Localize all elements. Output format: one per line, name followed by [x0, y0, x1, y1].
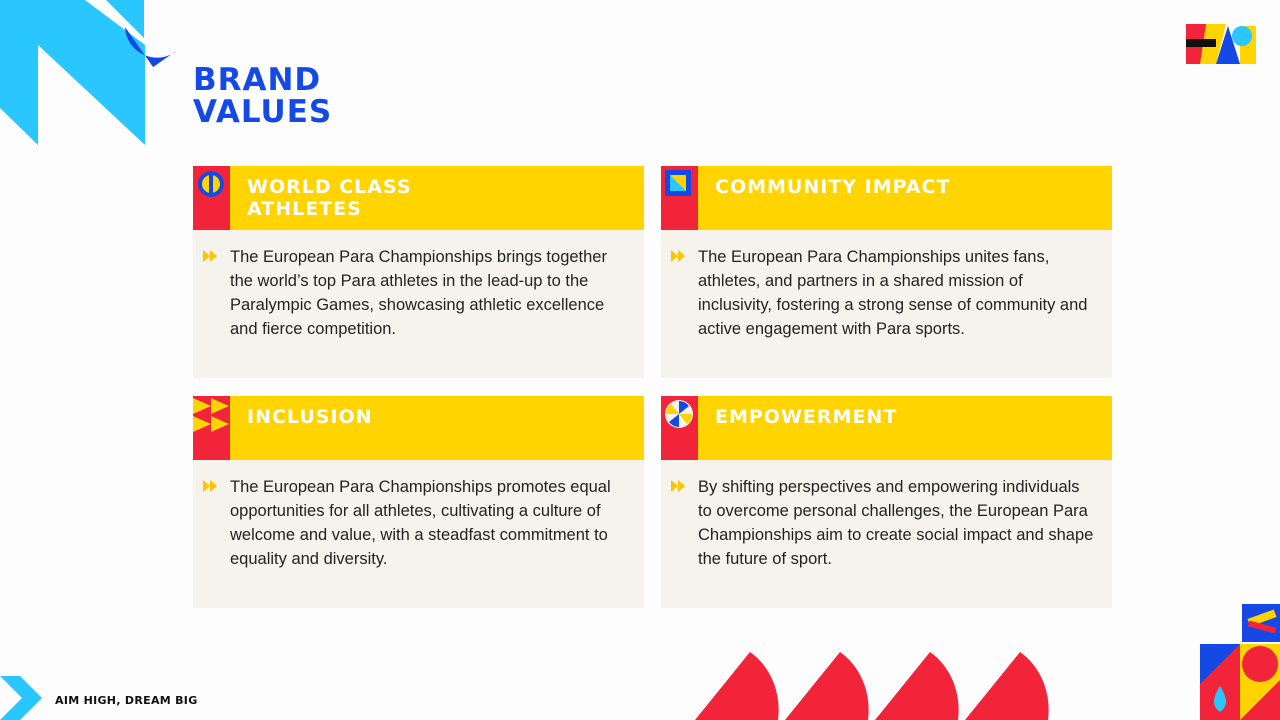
- card-title-line-2: ATHLETES: [247, 198, 362, 220]
- card-title-line-1: EMPOWERMENT: [715, 406, 898, 428]
- footer-tagline: AIM HIGH, DREAM BIG: [55, 694, 198, 707]
- card-description: The European Para Championships promotes equal opportunities for all athletes, cultivating a culture of welcome and value, with a steadfast commitment to equality and diversity.: [230, 478, 611, 568]
- geometric-square-icon: [661, 166, 698, 230]
- page-title: [193, 64, 332, 128]
- card-description: By shifting perspectives and empowering individuals to overcome personal challenges, the European Para Championships aim to create social impact and shape the future of sport.: [698, 478, 1094, 568]
- card-body: [203, 245, 628, 341]
- double-chevron-bullet-icon: [203, 480, 219, 492]
- value-card-inclusion: [193, 396, 644, 608]
- card-title: [715, 406, 1095, 428]
- double-chevron-bullet-icon: [203, 250, 219, 262]
- decorative-bottom-right-blocks: [1200, 604, 1280, 720]
- card-header: [193, 396, 644, 460]
- triangles-icon: [193, 396, 230, 460]
- card-body: [671, 475, 1096, 571]
- card-title: [715, 176, 1095, 198]
- double-chevron-bullet-icon: [671, 250, 687, 262]
- card-header: [661, 166, 1112, 230]
- event-logo: [1186, 22, 1258, 66]
- card-title-line-1: WORLD CLASS: [247, 176, 412, 198]
- double-chevron-bullet-icon: [671, 480, 687, 492]
- card-header: [193, 166, 644, 230]
- card-body: [203, 475, 628, 571]
- target-ring-icon: [193, 166, 230, 230]
- value-card-community-impact: [661, 166, 1112, 378]
- card-title-line-1: INCLUSION: [247, 406, 373, 428]
- decorative-red-shapes: [690, 652, 1060, 720]
- card-description: The European Para Championships unites fans, athletes, and partners in a shared mission of inclusivity, fostering a strong sense of community and active engagement with Para sports.: [698, 248, 1088, 338]
- card-title-line-1: COMMUNITY IMPACT: [715, 176, 951, 198]
- value-card-empowerment: [661, 396, 1112, 608]
- card-title: [247, 406, 627, 428]
- chevron-arrow-icon: [0, 676, 45, 720]
- page-title-line-2: VALUES: [193, 94, 333, 130]
- card-description: The European Para Championships brings together the world’s top Para athletes in the lead-up to the Paralympic Games, showcasing athletic excellence and fierce competition.: [230, 248, 607, 338]
- pinwheel-icon: [661, 396, 698, 460]
- value-card-world-class-athletes: [193, 166, 644, 378]
- card-header: [661, 396, 1112, 460]
- card-title: [247, 176, 627, 220]
- decorative-top-left-shape: [0, 0, 175, 150]
- card-body: [671, 245, 1096, 341]
- page-title-line-1: BRAND: [193, 62, 322, 98]
